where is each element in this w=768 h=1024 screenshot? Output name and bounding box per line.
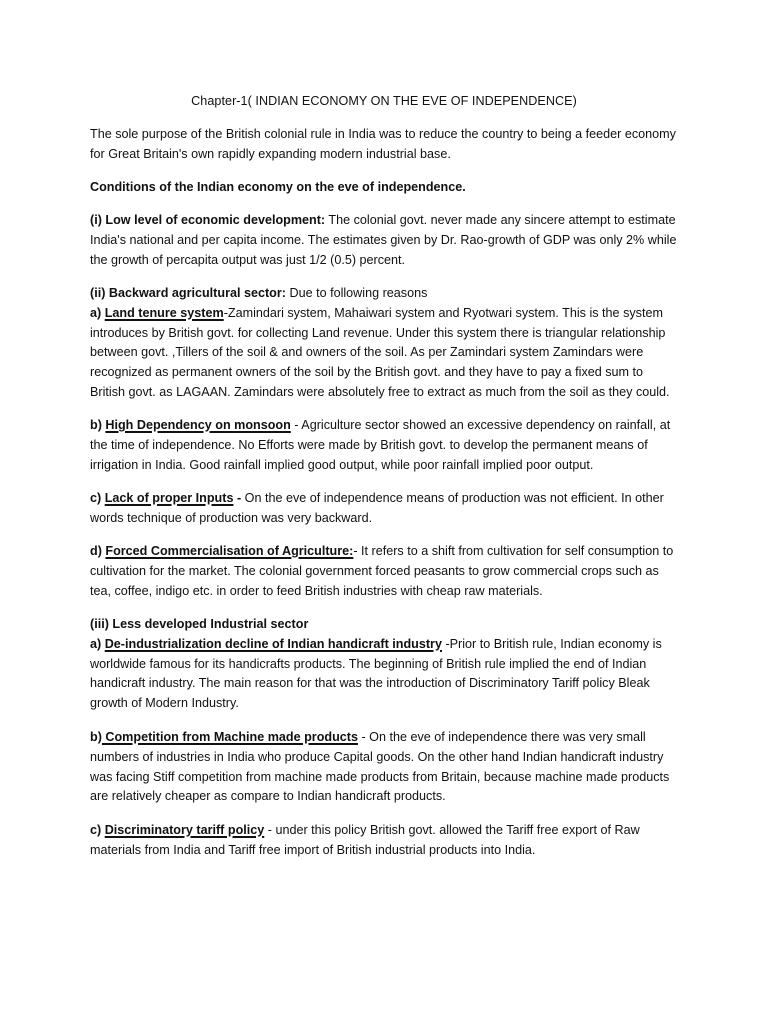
subsection-heading: Land tenure system: [104, 305, 224, 320]
subsection-paragraph: [90, 728, 680, 807]
section-low-development: [90, 211, 680, 270]
subsection-heading: High Dependency on monsoon: [105, 418, 291, 432]
subsection-paragraph: [90, 416, 680, 475]
section-industrial: [90, 615, 680, 714]
subsection-heading: Discriminatory tariff policy: [104, 823, 265, 837]
subsection-inputs: [90, 489, 680, 529]
page-title: Chapter-1( INDIAN ECONOMY ON THE EVE OF INDEPENDENCE): [191, 94, 577, 108]
conditions-heading: Conditions of the Indian economy on the eve of independence.: [90, 180, 466, 194]
subsection-text: - On the eve of independence there was very small numbers of industries in India who produce Capital goods. On the other hand Indian handicraft industry was facing Stiff competition from machine made products from Britain, because machine made products are relatively cheaper as compare to Indian handicraft products.: [90, 730, 670, 804]
subsection-paragraph: [90, 489, 680, 529]
subsection-prefix: d): [90, 544, 106, 558]
subsection-text: -Zamindari system, Mahaiwari system and Ryotwari system. This is the system introduces by British govt. for collecting Land revenue. Under this system there is triangular relationship between govt. ,Tillers of the soil & and owners of the soil. As per Zamindari system Zamindars were recognized as permanent owners of the soil by the British govt. and they have to pay a fixed sum to British govt. as LAGAAN. Zamindars were absolutely free to extract as much from the soil as they could.: [90, 305, 670, 399]
subsection-tariff: [90, 821, 680, 861]
subsection-heading: Forced Commercialisation of Agriculture:: [105, 544, 354, 558]
subsection-prefix: a): [90, 305, 105, 320]
subsection-heading: De-industrialization decline of Indian handicraft industry: [104, 636, 442, 651]
subsection-text: - under this policy British govt. allowed the Tariff free export of Raw materials from India and Tariff free import of British industrial products into India.: [90, 823, 640, 857]
subsection-prefix: a): [90, 636, 105, 651]
intro-text: The sole purpose of the British colonial rule in India was to reduce the country to being a feeder economy for Great Britain's own rapidly expanding modern industrial base.: [90, 127, 676, 161]
subsection-paragraph: [90, 542, 680, 601]
subsection-text: - It refers to a shift from cultivation for self consumption to cultivation for the market. The colonial government forced peasants to grow commercial crops such as tea, coffee, indigo etc. in order to feed British industries with cheap raw materials.: [90, 544, 674, 598]
section-paragraph: [90, 211, 680, 270]
section-heading: (iii) Less developed Industrial sector: [90, 617, 309, 631]
subsection-text: On the eve of independence means of production was not efficient. In other words technique of production was very backward.: [90, 491, 664, 525]
section-paragraph: [90, 284, 680, 304]
subsection-deindustrialization: [90, 635, 680, 714]
subsection-heading: Competition from Machine made products: [101, 730, 358, 744]
subsection-prefix: c): [90, 823, 105, 837]
subsection-commercialisation: [90, 542, 680, 601]
subsection-competition: [90, 728, 680, 807]
subsection-heading: Lack of proper Inputs: [104, 491, 234, 505]
section-backward-agriculture: [90, 284, 680, 403]
subsection-dash: -: [233, 491, 242, 505]
subsection-prefix: b): [90, 418, 106, 432]
subsection-monsoon: [90, 416, 680, 475]
section-text: The colonial govt. never made any sincere attempt to estimate India's national and per capita income. The estimates given by Dr. Rao-growth of GDP was only 2% while the growth of percapita output was just 1/2 (0.5) percent.: [90, 213, 677, 267]
intro-paragraph: [90, 125, 680, 165]
subsection-prefix: c): [90, 491, 105, 505]
conditions-heading-block: [90, 178, 680, 198]
subsection-land-tenure: [90, 304, 680, 403]
section-text: Due to following reasons: [285, 286, 428, 300]
section-heading: (i) Low level of economic development:: [90, 213, 326, 227]
subsection-prefix: b): [90, 730, 102, 744]
subsection-text: -Prior to British rule, Indian economy is worldwide famous for its handicrafts products. The beginning of British rule implied the end of Indian handicraft industry. The main reason for that was the introduction of Discriminatory Tariff policy Bleak growth of Modern Industry.: [90, 636, 662, 711]
subsection-text: - Agriculture sector showed an excessive dependency on rainfall, at the time of independence. No Efforts were made by British govt. to develop the permanent means of irrigation in India. Good rainfall implied good output, while poor rainfall implied poor output.: [90, 418, 671, 472]
subsection-paragraph: [90, 821, 680, 861]
section-heading: (ii) Backward agricultural sector:: [90, 286, 286, 300]
